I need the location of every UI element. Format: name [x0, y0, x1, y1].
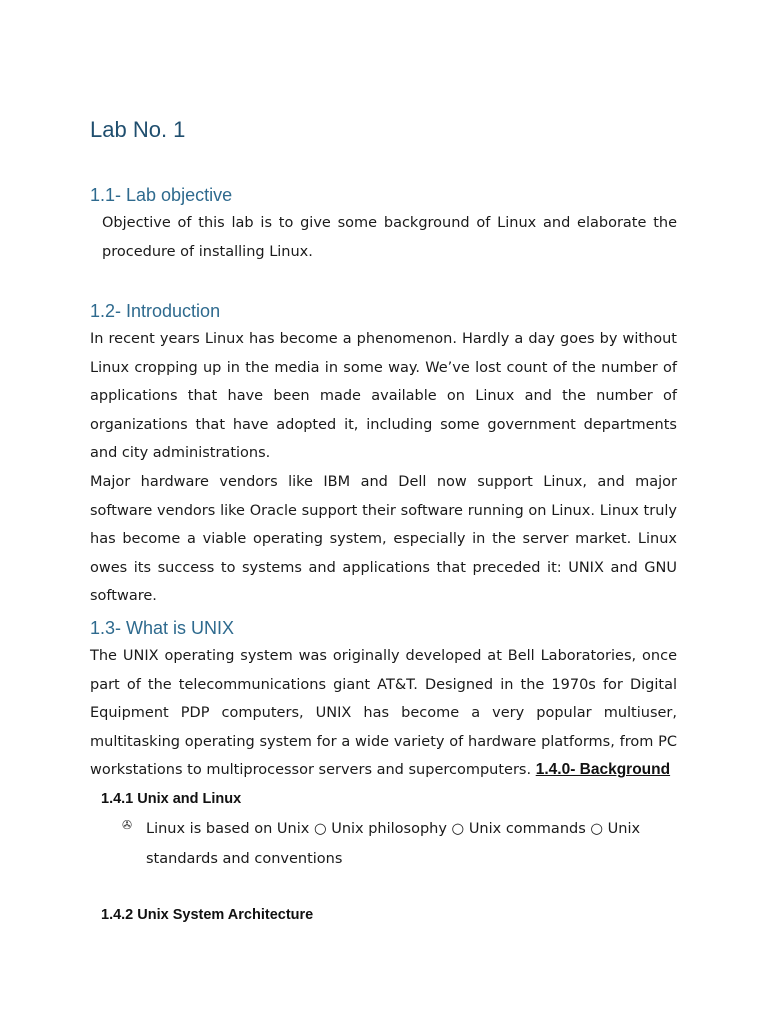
- unix-paragraph: [90, 642, 677, 785]
- background-heading: 1.4.0- Background: [535, 761, 671, 779]
- introduction-paragraph-1: In recent years Linux has become a phenomenon. Hardly a day goes by without Linux cropping up in the media in some way. We’ve lost count of the number of applications that have been made available on Linux and the number of organizations that have adopted it, including some government departments and city administrations.: [90, 331, 677, 462]
- bullet-text: Linux is based on Unix ○ Unix philosophy ○ Unix commands ○ Unix standards and conventions: [146, 821, 641, 867]
- subsection-heading-unix-and-linux: 1.4.1 Unix and Linux: [101, 791, 242, 807]
- introduction-paragraph-2: Major hardware vendors like IBM and Dell now support Linux, and major software vendors like Oracle support their software running on Linux. Linux truly has become a viable operating system, especially in the server market. Linux owes its success to systems and applications that preceded it: UNIX and GNU software.: [90, 474, 677, 605]
- unix-paragraph-text: The UNIX operating system was originally developed at Bell Laboratories, once part of the telecommunications giant AT&T. Designed in the 1970s for Digital Equipment PDP computers, UNIX has become a very popular multiuser, multitasking operating system for a wide variety of hardware platforms, from PC workstations to multiprocessor servers and supercomputers.: [90, 648, 677, 779]
- page-title: Lab No. 1: [90, 117, 186, 142]
- bullet-icon: ✇: [122, 818, 133, 832]
- objective-paragraph: Objective of this lab is to give some background of Linux and elaborate the procedure of installing Linux.: [102, 215, 677, 260]
- subsection-heading-unix-system-architecture: 1.4.2 Unix System Architecture: [101, 907, 314, 923]
- section-heading-lab-objective: 1.1- Lab objective: [90, 185, 233, 205]
- section-heading-what-is-unix: 1.3- What is UNIX: [90, 618, 235, 638]
- section-heading-introduction: 1.2- Introduction: [90, 301, 221, 321]
